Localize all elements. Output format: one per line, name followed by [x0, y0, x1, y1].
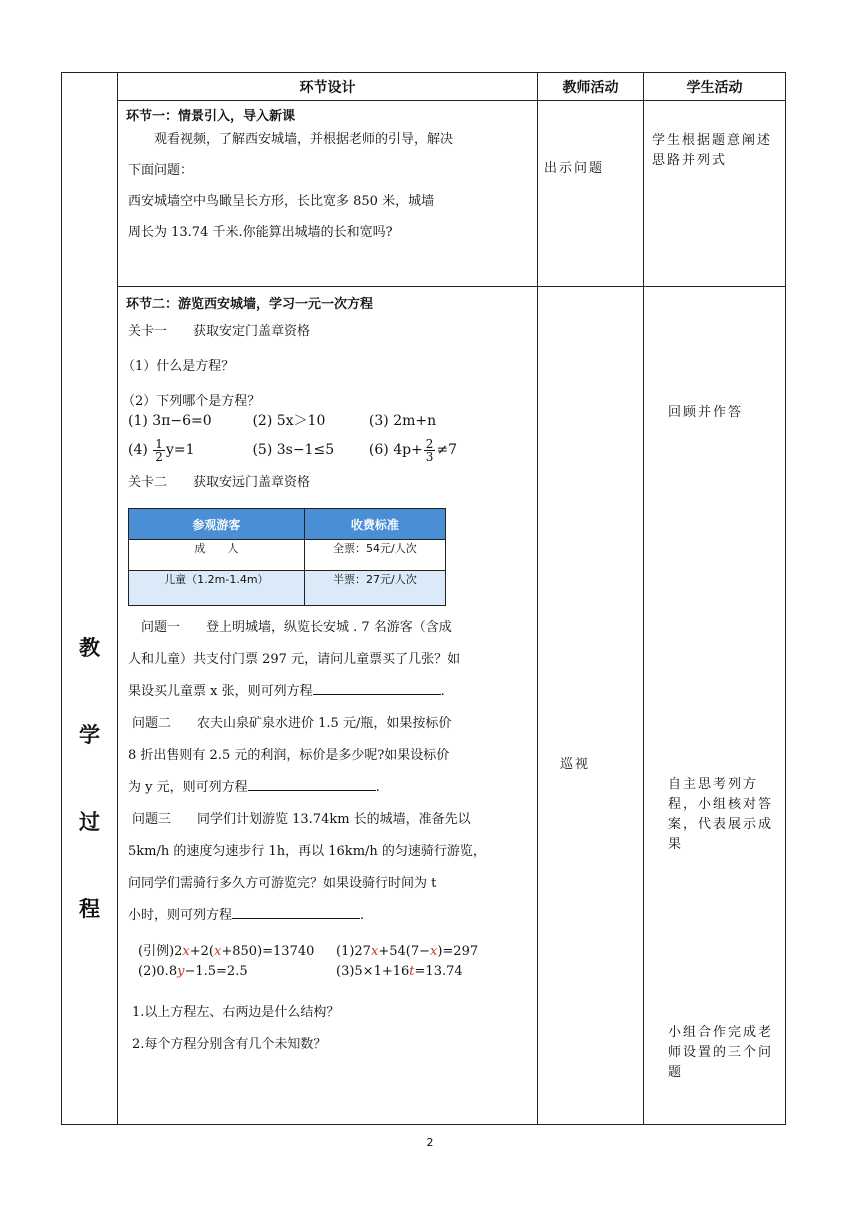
problem3-line: 问同学们需骑行多久方可游览完？如果设骑行时间为 t [128, 876, 437, 891]
header-design: 环节设计 [118, 73, 538, 101]
fraction-num: 1 [155, 436, 163, 451]
section1-para1-line2: 下面问题： [128, 163, 194, 178]
eq-var: x [214, 944, 222, 959]
fraction [424, 438, 436, 463]
equation-3 [336, 964, 463, 979]
side-label-char: 学 [79, 722, 100, 747]
fare-cell: 全票：54元/人次 [304, 540, 445, 571]
equation-label: (4) [128, 442, 148, 458]
fare-table [128, 508, 446, 606]
question-which-equation: （2）下列哪个是方程？ [122, 394, 261, 409]
equations-block [118, 932, 537, 982]
side-label-char: 教 [79, 635, 100, 660]
section1-row [62, 101, 786, 287]
equation-row-2 [118, 432, 537, 464]
fraction-den: 3 [425, 449, 434, 464]
problem2-text: 为 y 元，则可列方程 [128, 780, 248, 795]
fare-cell: 成 人 [129, 540, 305, 571]
student-think-text: 自主思考列方程，小组核对答案，代表展示成果 [668, 777, 774, 852]
equation-tail: y=1 [165, 442, 195, 458]
problem1-line-blank [118, 676, 537, 708]
problem3-line: 问题三 同学们计划游览 13.74km 长的城墙，准备先以 [132, 812, 471, 827]
equation-item-6 [368, 436, 458, 464]
eq-var: x [182, 944, 190, 959]
section1-teacher-text: 出示问题 [544, 161, 605, 176]
equation-item: (1) 3π−6=0 [128, 413, 212, 429]
equation-item: (2) 5x＞10 [252, 413, 326, 429]
section2-teacher-cell [538, 287, 644, 1125]
section1-teacher-cell [538, 101, 644, 287]
question-unknowns: 2.每个方程分别含有几个未知数？ [132, 1037, 327, 1052]
problem1-period: . [440, 684, 445, 699]
problem2-line: 8 折出售则有 2.5 元的利润，标价是多少呢?如果设标价 [128, 748, 450, 763]
fare-cell: 儿童（1.2m-1.4m） [129, 571, 305, 606]
problem2-line-blank [118, 772, 537, 804]
section1-title: 环节一：情景引入，导入新课 [126, 109, 296, 124]
eq-part: (1)27 [336, 944, 371, 959]
answer-blank [313, 680, 441, 695]
eq-part: )=297 [437, 944, 479, 959]
section2-row [62, 287, 786, 1125]
equation-1 [336, 944, 478, 959]
problem3-text: 小时，则可列方程 [128, 908, 233, 923]
equations-row [138, 962, 527, 982]
equation-item: (3) 2m+n [368, 413, 437, 429]
problem1-line: 问题一 登上明城墙，纵览长安城 . 7 名游客（含成 [128, 620, 452, 635]
student-review-text: 回顾并作答 [668, 405, 744, 420]
fare-cell: 半票：27元/人次 [304, 571, 445, 606]
eq-part: =13.74 [414, 964, 463, 979]
fare-header: 参观游客 [129, 509, 305, 540]
answer-blank [248, 776, 376, 791]
fraction-num: 2 [425, 436, 434, 451]
side-label-cell [62, 73, 118, 1125]
header-student: 学生活动 [644, 73, 786, 101]
section2-student-cell [644, 287, 786, 1125]
problem3 [118, 804, 537, 932]
problem3-line: 5km/h 的速度匀速步行 1h，再以 16km/h 的匀速骑行游览， [128, 844, 486, 859]
section2-design-cell [118, 287, 538, 1125]
answer-blank [232, 904, 360, 919]
section1-para1-line1: 观看视频，了解西安城墙，并根据老师的引导，解决 [154, 132, 454, 147]
section1-para2-line2: 周长为 13.74 千米.你能算出城墙的长和宽吗? [128, 225, 393, 240]
eq-part: +2( [189, 944, 215, 959]
equation-row-1 [118, 410, 537, 432]
section1-para2-line1: 西安城墙空中鸟瞰呈长方形，长比宽多 850 米，城墙 [128, 194, 435, 209]
section2-teacher-text: 巡视 [560, 757, 591, 772]
eq-var: x [370, 944, 379, 959]
eq-part: (3)5×1+16 [336, 964, 410, 979]
question-what-is-equation: （1）什么是方程？ [122, 359, 235, 374]
lesson-plan-table [61, 72, 786, 1125]
fraction [153, 438, 165, 463]
eq-part: +54(7− [378, 944, 430, 959]
eq-part: (2)0.8 [138, 964, 178, 979]
table-header-row [62, 73, 786, 101]
section1-student-cell [644, 101, 786, 287]
equation-yinli [138, 942, 336, 962]
problem2 [118, 708, 537, 804]
eq-var: t [409, 964, 415, 979]
problem1-line: 人和儿童）共支付门票 297 元，请问儿童票买了几张？如 [128, 652, 461, 667]
equation-label: (6) 4p+ [368, 442, 423, 458]
equation-item: (5) 3s−1≤5 [252, 442, 335, 458]
problem1 [118, 612, 537, 708]
problem1-text: 果设买儿童票 x 张，则可列方程 [128, 684, 313, 699]
problem2-period: . [375, 780, 380, 795]
header-teacher: 教师活动 [538, 73, 644, 101]
level1-heading: 关卡一 获取安定门盖章资格 [128, 324, 311, 339]
problem3-period: . [360, 908, 365, 923]
section1-design-cell [118, 101, 538, 287]
eq-part: −1.5=2.5 [184, 964, 248, 979]
eq-part: (引例)2 [138, 944, 183, 959]
eq-var: x [429, 944, 438, 959]
problem2-line: 问题二 农夫山泉矿泉水进价 1.5 元/瓶，如果按标价 [132, 716, 452, 731]
eq-part: +850)=13740 [221, 944, 315, 959]
question-structure: 1.以上方程左、右两边是什么结构？ [132, 1005, 340, 1020]
section1-student-text: 学生根据题意阐述思路并列式 [652, 133, 773, 168]
problem3-line-blank [118, 900, 537, 932]
equations-row [138, 942, 527, 962]
level2-heading: 关卡二 获取安远门盖章资格 [128, 475, 311, 490]
page-number: 2 [426, 1136, 434, 1149]
student-group-text: 小组合作完成老师设置的三个问题 [668, 1025, 774, 1080]
eq-var: y [177, 964, 185, 979]
equation-item-4 [128, 436, 248, 464]
fare-header: 收费标准 [304, 509, 445, 540]
fraction-den: 2 [155, 449, 163, 464]
equation-tail: ≠7 [436, 442, 458, 458]
equation-2 [138, 962, 336, 982]
side-label-char: 过 [79, 809, 100, 834]
side-label-char: 程 [79, 896, 100, 921]
section2-title: 环节二：游览西安城墙，学习一元一次方程 [126, 297, 374, 312]
